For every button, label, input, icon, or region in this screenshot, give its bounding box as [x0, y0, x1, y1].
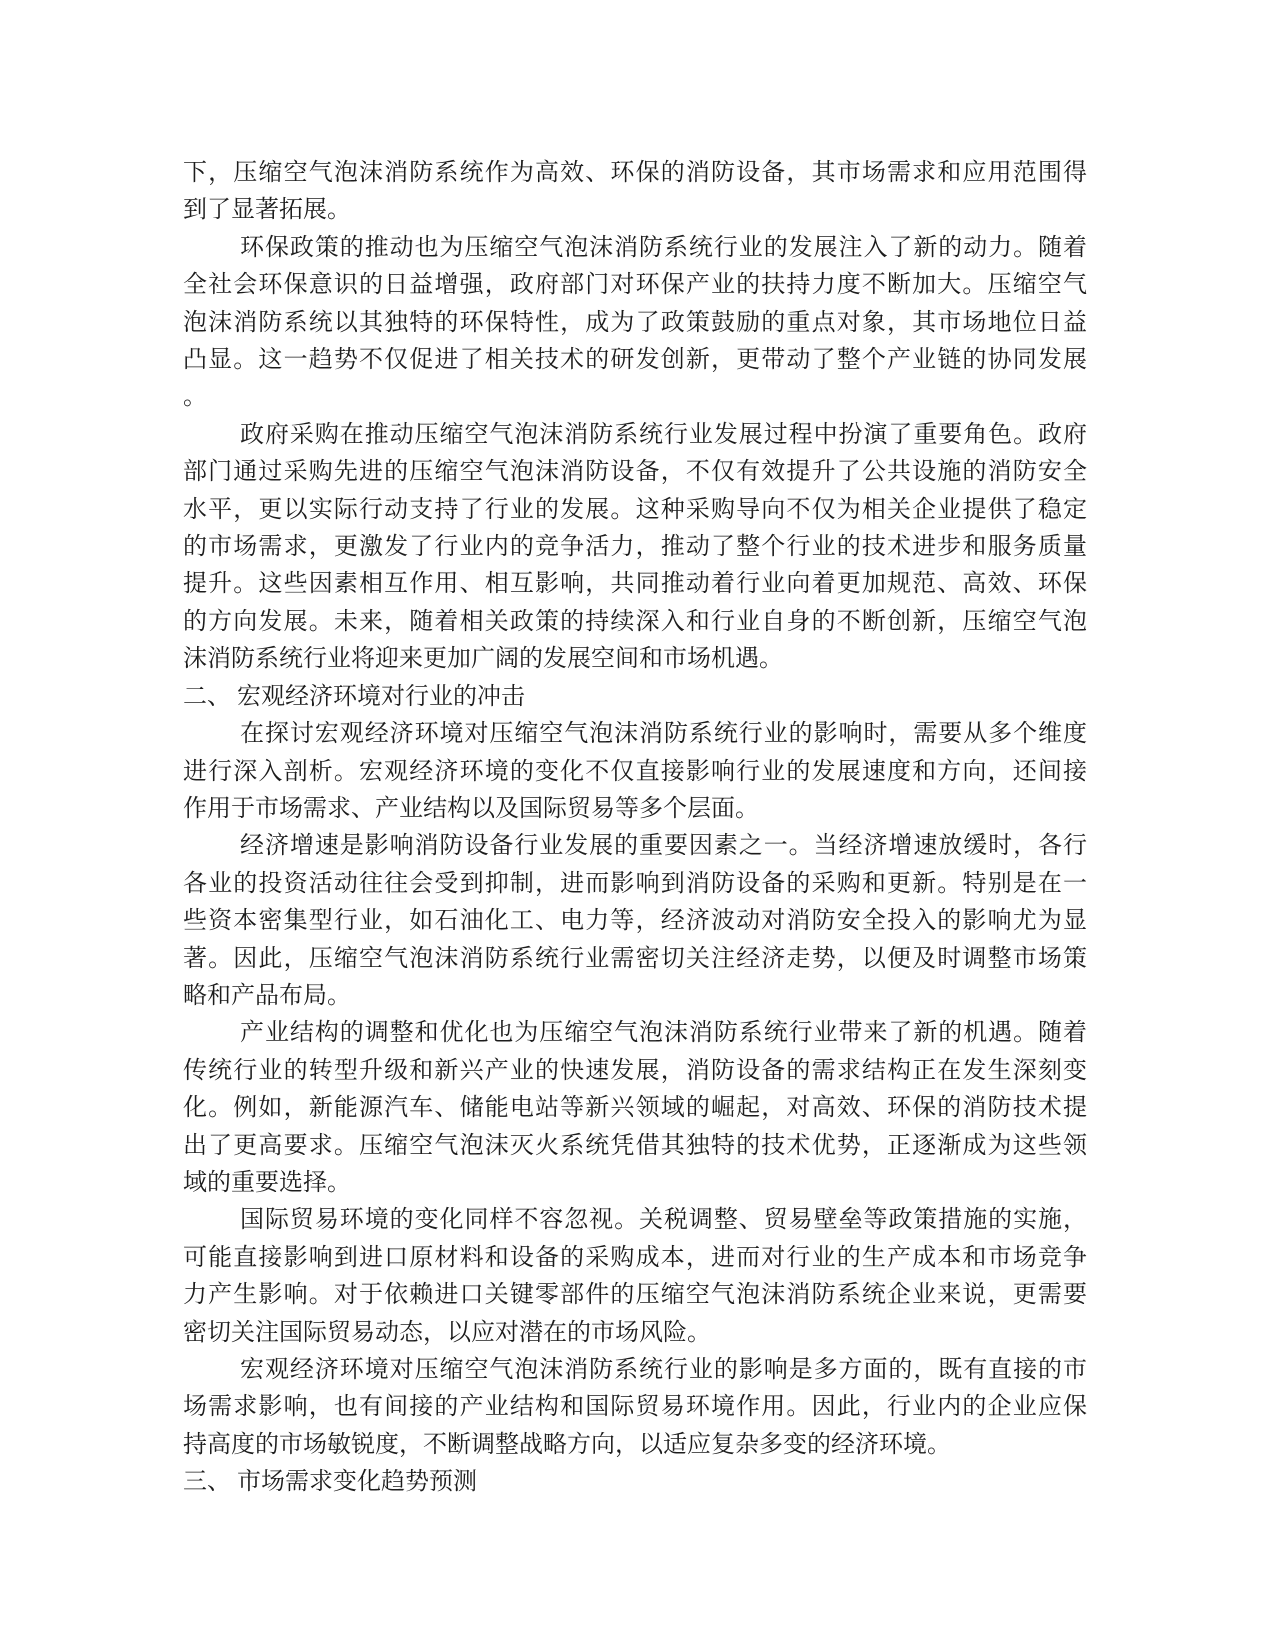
text-line: 环保政策的推动也为压缩空气泡沫消防系统行业的发展注入了新的动力。随着 [240, 234, 1087, 261]
text-line: 经济增速是影响消防设备行业发展的重要因素之一。当经济增速放缓时，各行 [240, 833, 1087, 860]
text-line: 持高度的市场敏锐度，不断调整战略方向，以适应复杂多变的经济环境。 [183, 1431, 951, 1458]
document-content [183, 155, 1087, 1502]
text-line: 的市场需求，更激发了行业内的竞争活力，推动了整个行业的技术进步和服务质量 [183, 534, 1087, 561]
text-line: 密切关注国际贸易动态，以应对潜在的市场风险。 [183, 1319, 711, 1346]
text-line: 泡沫消防系统以其独特的环保特性，成为了政策鼓励的重点对象，其市场地位日益 [183, 309, 1087, 336]
text-line: 。 [183, 384, 207, 411]
text-line: 全社会环保意识的日益增强，政府部门对环保产业的扶持力度不断加大。压缩空气 [183, 272, 1087, 299]
text-line: 域的重要选择。 [183, 1169, 351, 1196]
text-line: 化。例如，新能源汽车、储能电站等新兴领域的崛起，对高效、环保的消防技术提 [183, 1095, 1087, 1122]
text-line: 可能直接影响到进口原材料和设备的采购成本，进而对行业的生产成本和市场竞争 [183, 1244, 1087, 1271]
paragraph [183, 230, 1087, 417]
text-line: 下，压缩空气泡沫消防系统作为高效、环保的消防设备，其市场需求和应用范围得 [183, 160, 1087, 186]
text-line: 部门通过采购先进的压缩空气泡沫消防设备，不仅有效提升了公共设施的消防安全 [183, 459, 1087, 486]
paragraph [183, 716, 1087, 828]
text-line: 宏观经济环境对压缩空气泡沫消防系统行业的影响是多方面的，既有直接的市 [240, 1357, 1087, 1383]
text-line: 力产生影响。对于依赖进口关键零部件的压缩空气泡沫消防系统企业来说，更需要 [183, 1282, 1087, 1309]
text-line: 水平，更以实际行动支持了行业的发展。这种采购导向不仅为相关企业提供了稳定 [183, 496, 1087, 523]
section-heading [183, 679, 1087, 716]
text-line: 凸显。这一趋势不仅促进了相关技术的研发创新，更带动了整个产业链的协同发展 [183, 347, 1087, 374]
text-line: 在探讨宏观经济环境对压缩空气泡沫消防系统行业的影响时，需要从多个维度 [240, 721, 1087, 748]
text-line: 作用于市场需求、产业结构以及国际贸易等多个层面。 [183, 795, 759, 822]
text-line: 进行深入剖析。宏观经济环境的变化不仅直接影响行业的发展速度和方向，还间接 [183, 758, 1087, 785]
paragraph [183, 1352, 1087, 1464]
text-line: 些资本密集型行业，如石油化工、电力等，经济波动对消防安全投入的影响尤为显 [183, 908, 1087, 935]
text-line: 沫消防系统行业将迎来更加广阔的发展空间和市场机遇。 [183, 646, 783, 673]
text-line: 著。因此，压缩空气泡沫消防系统行业需密切关注经济走势，以便及时调整市场策 [183, 945, 1087, 972]
paragraph [183, 417, 1087, 679]
text-line: 产业结构的调整和优化也为压缩空气泡沫消防系统行业带来了新的机遇。随着 [240, 1020, 1087, 1047]
text-line: 到了显著拓展。 [183, 197, 351, 224]
text-line: 的方向发展。未来，随着相关政策的持续深入和行业自身的不断创新，压缩空气泡 [183, 608, 1087, 635]
heading-line: 二、 宏观经济环境对行业的冲击 [183, 683, 525, 710]
paragraph [183, 155, 1087, 230]
text-line: 场需求影响，也有间接的产业结构和国际贸易环境作用。因此，行业内的企业应保 [183, 1394, 1087, 1421]
paragraph [183, 828, 1087, 1015]
section-heading [183, 1464, 1087, 1501]
text-line: 出了更高要求。压缩空气泡沫灭火系统凭借其独特的技术优势，正逐渐成为这些领 [183, 1132, 1087, 1159]
text-line: 传统行业的转型升级和新兴产业的快速发展，消防设备的需求结构正在发生深刻变 [183, 1057, 1087, 1084]
paragraph [183, 1015, 1087, 1202]
text-line: 提升。这些因素相互作用、相互影响，共同推动着行业向着更加规范、高效、环保 [183, 571, 1087, 598]
heading-line: 三、 市场需求变化趋势预测 [183, 1469, 477, 1496]
text-line: 各业的投资活动往往会受到抑制，进而影响到消防设备的采购和更新。特别是在一 [183, 870, 1087, 897]
text-line: 国际贸易环境的变化同样不容忽视。关税调整、贸易壁垒等政策措施的实施， [240, 1207, 1087, 1234]
paragraph [183, 1202, 1087, 1352]
text-line: 略和产品布局。 [183, 982, 351, 1009]
text-line: 政府采购在推动压缩空气泡沫消防系统行业发展过程中扮演了重要角色。政府 [240, 421, 1087, 448]
